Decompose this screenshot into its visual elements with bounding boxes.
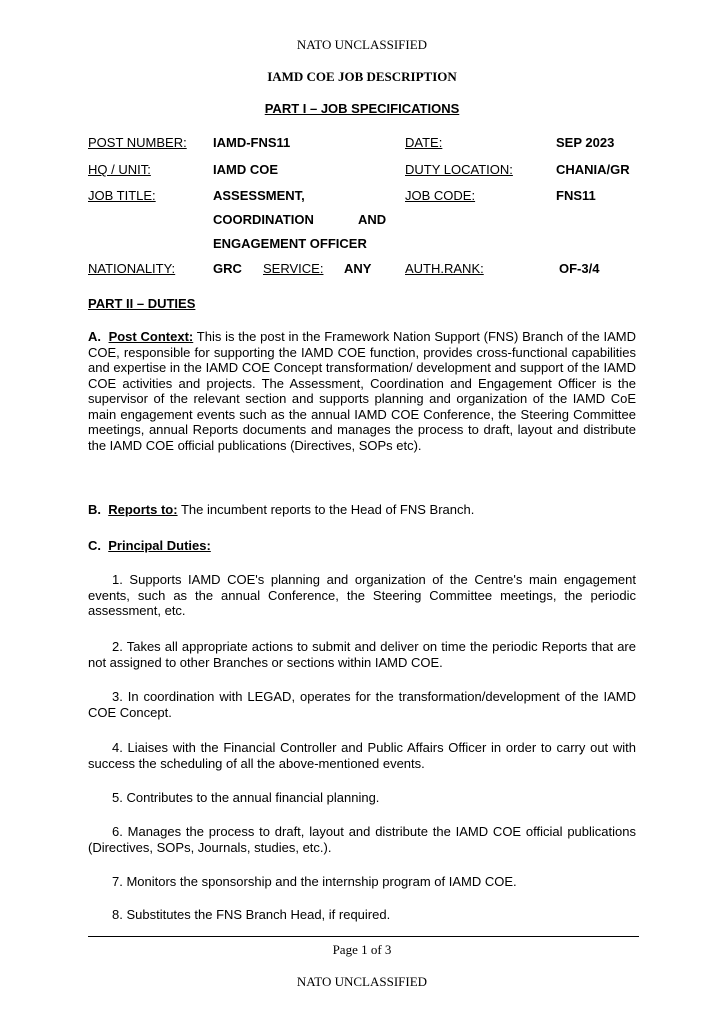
section-c-principal-duties [88, 538, 636, 554]
job-title-line1: ASSESSMENT, [213, 188, 305, 203]
part1-title: PART I – JOB SPECIFICATIONS [264, 101, 460, 116]
hq-unit-label: HQ / UNIT: [88, 162, 151, 177]
duty-item: 8. Substitutes the FNS Branch Head, if required. [112, 907, 391, 922]
part2-title: PART II – DUTIES [88, 296, 196, 311]
job-title-line2b: AND [358, 212, 387, 227]
post-number-label: POST NUMBER: [88, 135, 187, 150]
section-c-letter: C. [88, 538, 101, 553]
job-title-line2a: COORDINATION [213, 212, 314, 227]
section-a-letter: A. [88, 329, 101, 344]
service-value: ANY [344, 261, 372, 276]
job-code-value: FNS11 [556, 188, 596, 203]
section-b-letter: B. [88, 502, 101, 517]
page-number: Page 1 of 3 [332, 942, 392, 957]
section-a-text: This is the post in the Framework Nation Support (FNS) Branch of the IAMD COE, responsible for supporting the IAMD COE function, provides cross-functional capabilities and expertise in the IAMD COE Concept transformation/ development and support of the IAMD COE activities and projects. The Assessment, Coordination and Engagement Officer is the supervisor of the relevant section and supports planning and organization of the IAMD CoE main engagement events such as the annual IAMD COE Conference, the Steering Committee meetings, annual Reports documents and manages the process to draft, layout and distribute the IAMD COE official publications (Directives, SOPs etc). [88, 329, 636, 453]
classification-footer: NATO UNCLASSIFIED [296, 974, 428, 989]
date-label: DATE: [405, 135, 443, 150]
duty-item: 6. Manages the process to draft, layout and distribute the IAMD COE official publications (Directives, SOPs, Journals, studies, etc.). [88, 824, 636, 855]
footer-divider [88, 936, 639, 937]
section-c-heading: Principal Duties: [108, 538, 211, 553]
duty-item: 4. Liaises with the Financial Controller and Public Affairs Officer in order to carry out with success the scheduling of all the above-mentioned events. [88, 740, 636, 771]
duty-item: 1. Supports IAMD COE's planning and organization of the Centre's main engagement events, such as the annual Conference, the Steering Committee meetings, the periodic assessment, etc. [88, 572, 636, 618]
date-value: SEP 2023 [556, 135, 615, 150]
duty-location-label: DUTY LOCATION: [405, 162, 513, 177]
duty-item: 7. Monitors the sponsorship and the internship program of IAMD COE. [112, 874, 517, 889]
classification-header: NATO UNCLASSIFIED [296, 37, 428, 52]
auth-rank-label: AUTH.RANK: [405, 261, 484, 276]
section-a-heading: Post Context: [108, 329, 194, 344]
nationality-value: GRC [213, 261, 242, 276]
job-code-label: JOB CODE: [405, 188, 476, 203]
document-title: IAMD COE JOB DESCRIPTION [267, 69, 457, 84]
section-a-post-context [88, 329, 636, 453]
section-b-heading: Reports to: [108, 502, 178, 517]
job-title-line3: ENGAGEMENT OFFICER [213, 236, 367, 251]
section-b-reports-to [88, 502, 636, 518]
job-title-label: JOB TITLE: [88, 188, 156, 203]
hq-unit-value: IAMD COE [213, 162, 278, 177]
post-number-value: IAMD-FNS11 [213, 135, 291, 150]
nationality-label: NATIONALITY: [88, 261, 176, 276]
auth-rank-value: OF-3/4 [559, 261, 600, 276]
duty-item: 2. Takes all appropriate actions to submit and deliver on time the periodic Reports that are not assigned to other Branches or sections within IAMD COE. [88, 639, 636, 670]
duty-item: 5. Contributes to the annual financial planning. [112, 790, 380, 805]
duty-location-value: CHANIA/GR [556, 162, 630, 177]
section-b-text: The incumbent reports to the Head of FNS Branch. [180, 502, 475, 517]
service-label: SERVICE: [263, 261, 324, 276]
duty-item: 3. In coordination with LEGAD, operates for the transformation/development of the IAMD COE Concept. [88, 689, 636, 720]
